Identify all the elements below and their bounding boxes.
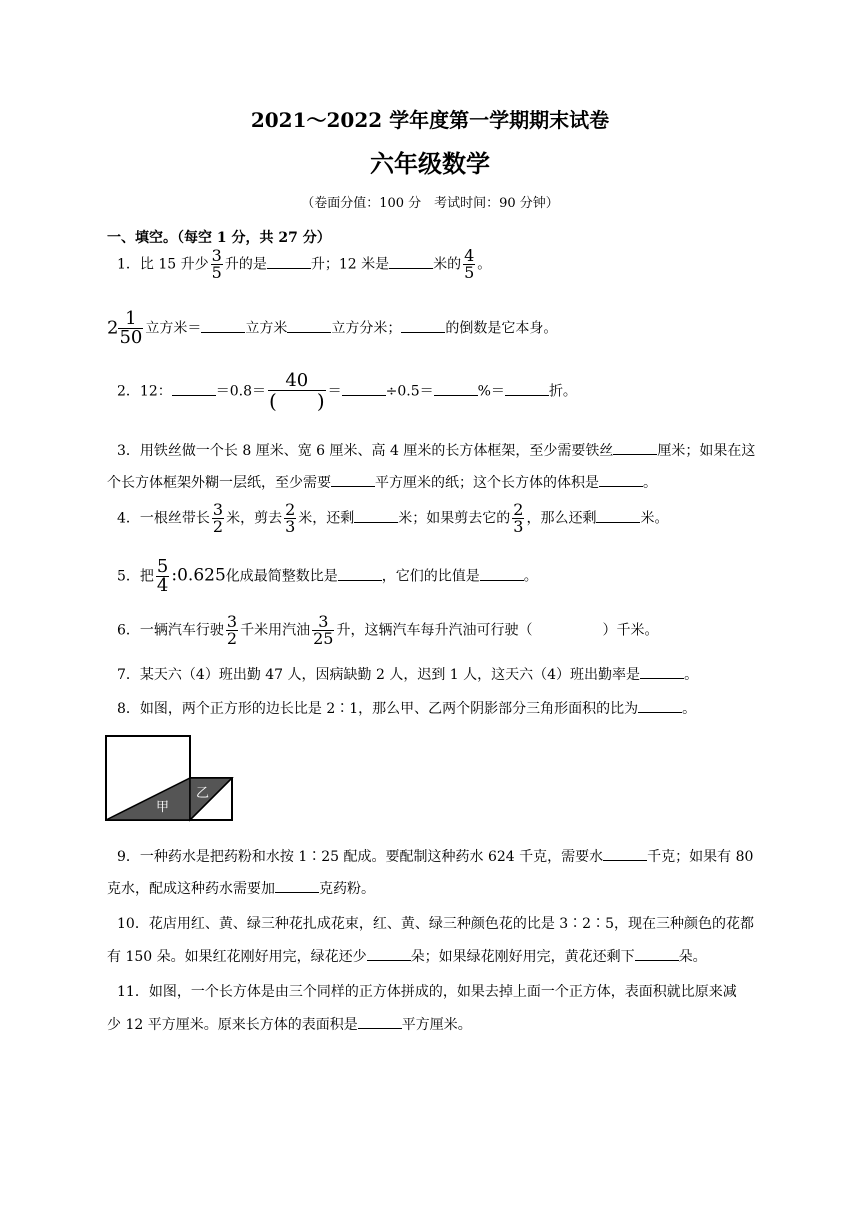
q6-text-a: 一辆汽车行驶: [139, 622, 224, 639]
answer-blank: [596, 508, 640, 523]
question-9-line-1: [117, 846, 753, 867]
q2-text-d: ÷0.5＝: [385, 383, 434, 400]
q7-text-b: 。: [684, 667, 699, 683]
answer-blank: [434, 381, 478, 396]
q1-text-i: 立方分米；: [331, 320, 402, 337]
q3-text-2b: 平方厘米的纸；这个长方体的体积是: [375, 475, 599, 491]
answer-blank: [275, 878, 319, 893]
fraction: $\frac{3}{25}$: [313, 612, 334, 648]
q1-text-g: 立方米＝: [145, 320, 202, 337]
q3-text-b: 厘米；如果在这: [657, 443, 756, 459]
q10-text-1: 10．花店用红、黄、绿三种花扎成花束，红、黄、绿三种颜色花的比是 3∶2∶5，现在三种颜色的花都: [117, 916, 754, 932]
q6-text-c: 升，这辆汽车每升汽油可行驶（ ）千米。: [336, 622, 659, 639]
q3-text: 3．用铁丝做一个长 8 厘米、宽 6 厘米、高 4 厘米的长方体框架，至少需要铁丝: [117, 443, 614, 459]
q1-number: 1．: [117, 256, 140, 273]
q2-number: 2．: [117, 383, 140, 400]
q4-text-e: ，那么还剩: [526, 510, 597, 527]
question-9-line-2: [107, 878, 375, 899]
answer-blank: [201, 318, 245, 333]
q5-ratio: :0.625: [171, 565, 226, 586]
q1-text-e: 。: [477, 256, 492, 273]
fraction: $\frac{40}{( )}$: [269, 370, 325, 413]
answer-blank: [338, 566, 382, 581]
q4-text-f: 米。: [640, 510, 669, 527]
q7-text: 7．某天六（4）班出勤 47 人，因病缺勤 2 人，迟到 1 人，这天六（4）班出勤率是: [117, 667, 641, 683]
answer-blank: [640, 664, 684, 679]
q11-text-2b: 平方厘米。: [401, 1017, 472, 1033]
q6-text-b: 千米用汽油: [240, 622, 311, 639]
question-11-line-2: [107, 1014, 472, 1035]
q2-text-b: ＝0.8＝: [215, 383, 267, 400]
question-4: [117, 502, 668, 535]
answer-blank: [267, 254, 311, 269]
q4-text-a: 一根丝带长: [139, 510, 210, 527]
q1-text-d: 米的: [433, 256, 462, 273]
q2-text-a: 12：: [139, 383, 172, 400]
q4-text-b: 米，剪去: [226, 510, 283, 527]
question-1-line-1: [117, 248, 491, 281]
answer-blank: [603, 846, 647, 861]
fraction: $\frac{3}{2}$: [212, 500, 224, 536]
question-3-line-2: [107, 472, 657, 493]
label-yi: 乙: [196, 786, 210, 801]
answer-blank: [635, 946, 679, 961]
answer-blank: [599, 472, 643, 487]
shaded-triangle-jia: [106, 778, 190, 820]
question-10-line-1: [117, 914, 754, 934]
q9-text-1b: 千克；如果有 80: [647, 849, 754, 865]
q5-number: 5．: [117, 568, 140, 585]
exam-title: 2021～2022 学年度第一学期期末试卷: [250, 108, 610, 132]
q2-text-e: %＝: [477, 383, 505, 400]
answer-blank: [401, 318, 445, 333]
question-8: [117, 698, 696, 719]
question-1-line-2: [107, 310, 557, 347]
fraction: $\frac{2}{3}$: [285, 500, 296, 536]
question-7: [117, 664, 698, 685]
answer-blank: [331, 472, 375, 487]
q5-text-d: ，它们的比值是: [381, 568, 480, 585]
question-10-line-2: [107, 946, 707, 967]
q1-text-b: 升的是: [224, 256, 267, 273]
question-3-line-1: [117, 440, 755, 461]
answer-blank: [287, 318, 331, 333]
q10-text-2b: 朵；如果绿花刚好用完，黄花还剩下: [410, 949, 635, 965]
question-6: [117, 614, 658, 647]
q5-text-a: 把: [139, 568, 154, 585]
section-heading: 一、填空。（每空 1 分，共 27 分）: [107, 230, 331, 246]
fraction: $\frac{5}{4}$: [156, 556, 169, 596]
fraction: $\frac{3}{5}$: [211, 246, 222, 282]
q11-text-2a: 少 12 平方厘米。原来长方体的表面积是: [107, 1017, 358, 1033]
q5-text-e: 。: [523, 568, 538, 585]
label-jia: 甲: [156, 800, 170, 815]
answer-blank: [505, 381, 549, 396]
answer-blank: [354, 508, 398, 523]
squares-figure: [104, 734, 236, 822]
q8-text: 8．如图，两个正方形的边长比是 2∶1，那么甲、乙两个阴影部分三角形面积的比为: [117, 701, 639, 717]
answer-blank: [172, 381, 216, 396]
q1-text-c: 升；12 米是: [310, 256, 390, 273]
q6-number: 6．: [117, 622, 140, 639]
exam-subject: 六年级数学: [370, 149, 490, 178]
fraction: $\frac{2}{3}$: [513, 500, 524, 536]
q9-text-2b: 克药粉。: [319, 881, 375, 897]
q4-text-c: 米，还剩: [298, 510, 355, 527]
answer-blank: [638, 698, 682, 713]
q4-number: 4．: [117, 510, 140, 527]
answer-blank: [342, 381, 386, 396]
answer-blank: [613, 440, 657, 455]
q1-text-h: 立方米: [245, 320, 288, 337]
q11-text-1: 11．如图，一个长方体是由三个同样的正方体拼成的，如果去掉上面一个正方体，表面积就比原来减: [117, 984, 737, 1000]
question-5: [117, 558, 538, 595]
q10-text-2c: 朵。: [678, 949, 707, 965]
answer-blank: [480, 566, 524, 581]
fraction: $\frac{1}{50}$: [119, 308, 143, 348]
answer-blank: [367, 946, 411, 961]
q1-text-j: 的倒数是它本身。: [445, 320, 558, 337]
answer-blank: [389, 254, 433, 269]
q9-text-1a: 9．一种药水是把药粉和水按 1∶25 配成。要配制这种药水 624 千克，需要水: [117, 849, 604, 865]
q10-text-2a: 有 150 朵。如果红花刚好用完，绿花还少: [107, 949, 367, 965]
exam-note: （卷面分值：100 分 考试时间：90 分钟）: [301, 196, 559, 211]
mixed-whole: 2: [107, 317, 119, 339]
q2-text-c: ＝: [327, 383, 342, 400]
question-11-line-1: [117, 982, 737, 1002]
q3-text-2c: 。: [643, 475, 657, 491]
q8-text-b: 。: [682, 701, 697, 717]
answer-blank: [358, 1014, 402, 1029]
q4-text-d: 米；如果剪去它的: [398, 510, 511, 527]
q1-text-a: 比 15 升少: [139, 256, 209, 273]
q3-text-2a: 个长方体框架外糊一层纸，至少需要: [107, 475, 331, 491]
question-2: [117, 372, 577, 411]
q5-text-c: 化成最简整数比是: [225, 568, 338, 585]
fraction: $\frac{4}{5}$: [464, 246, 475, 282]
q9-text-2a: 克水，配成这种药水需要加: [107, 881, 275, 897]
q2-text-f: 折。: [548, 383, 577, 400]
fraction: $\frac{3}{2}$: [226, 612, 238, 648]
